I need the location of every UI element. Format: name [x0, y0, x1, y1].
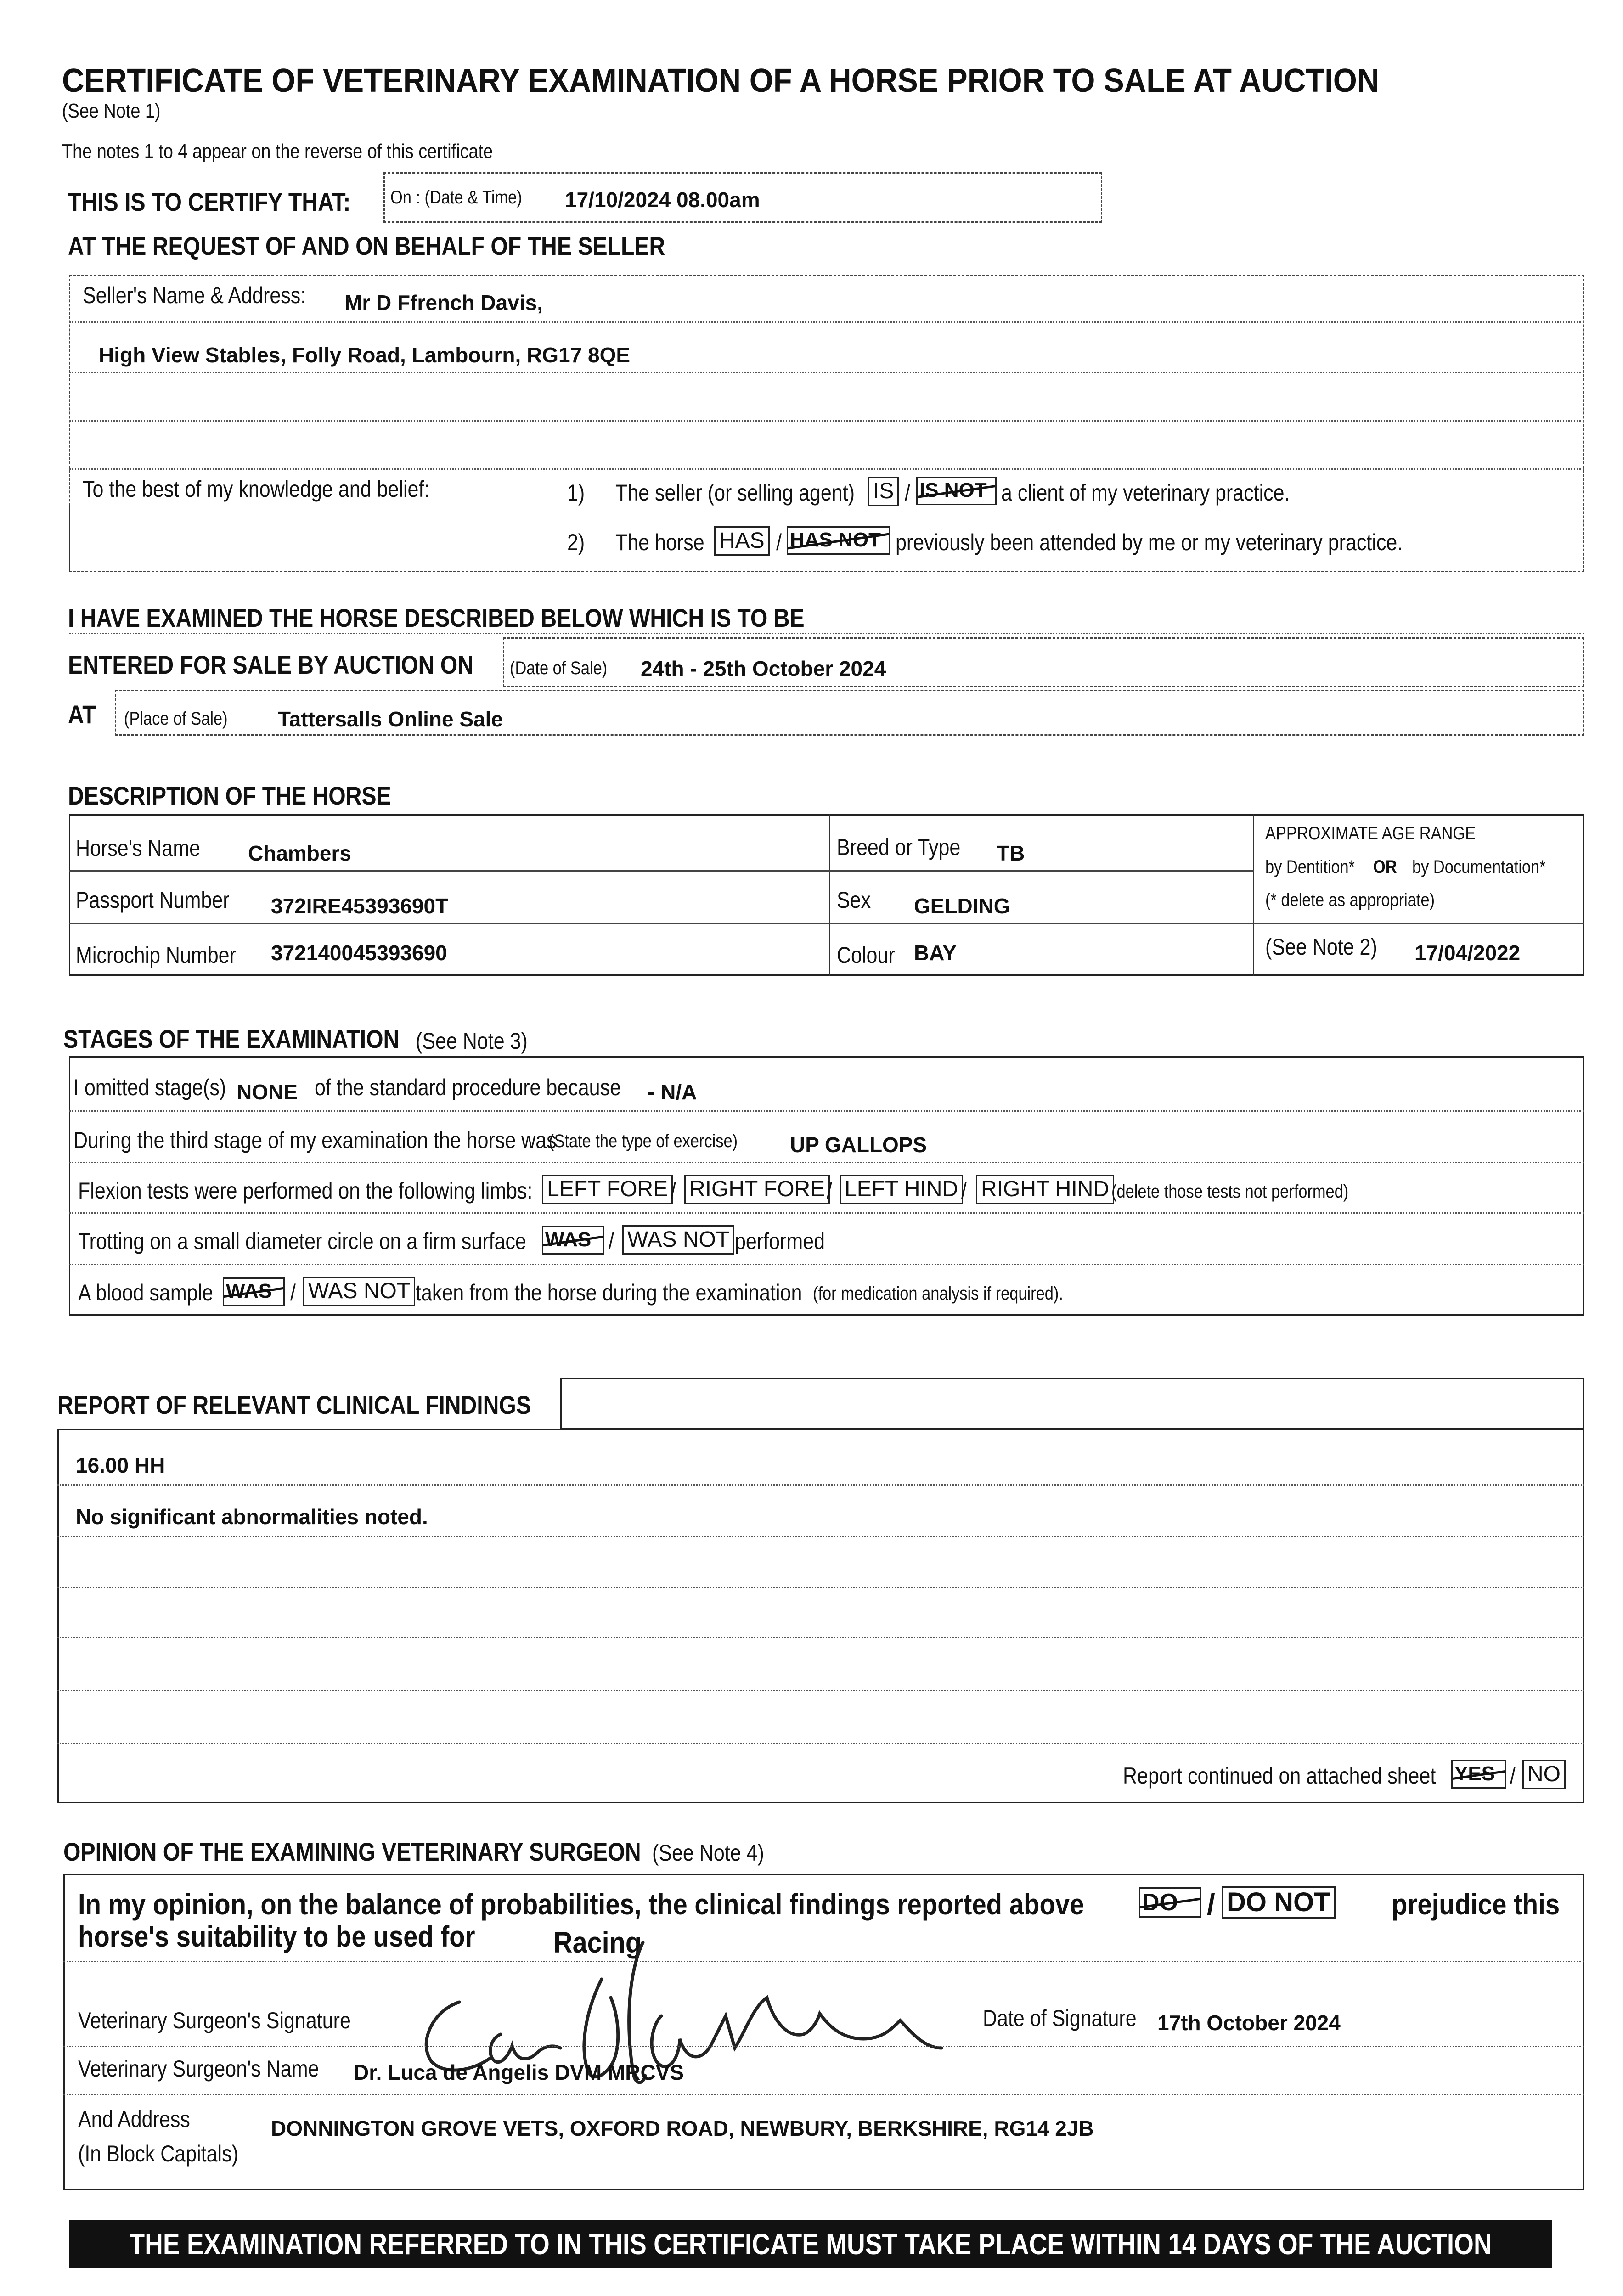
third-stage-value[interactable]: UP GALLOPS	[790, 1133, 927, 1157]
opinion-separator: /	[1207, 1888, 1215, 1921]
horse-name[interactable]: Chambers	[248, 841, 351, 865]
signature-label: Veterinary Surgeon's Signature	[78, 2008, 351, 2033]
flexion-sep-3: /	[961, 1178, 967, 1204]
address-sub-label: (In Block Capitals)	[78, 2141, 238, 2167]
flexion-label: Flexion tests were performed on the following limbs:	[78, 1178, 533, 1204]
address-label: And Address	[78, 2106, 190, 2132]
sale-date-value[interactable]: 24th - 25th October 2024	[641, 657, 886, 681]
trotting-separator: /	[609, 1228, 614, 1254]
date-time-label: On : (Date & Time)	[390, 187, 522, 208]
seller-name-label: Seller's Name & Address:	[83, 282, 306, 308]
age-delete-note: (* delete as appropriate)	[1265, 890, 1435, 910]
breed-value[interactable]: TB	[997, 841, 1025, 865]
signature-date-label: Date of Signature	[983, 2005, 1137, 2031]
signature-date[interactable]: 17th October 2024	[1157, 2011, 1341, 2035]
request-heading: AT THE REQUEST OF AND ON BEHALF OF THE SELLER	[68, 231, 665, 260]
examined-heading: I HAVE EXAMINED THE HORSE DESCRIBED BELOW WHICH IS TO BE	[68, 603, 805, 632]
at-label: AT	[68, 700, 96, 729]
item2-separator: /	[776, 529, 782, 555]
item2-number: 2)	[567, 529, 585, 555]
opinion-see-note: (See Note 4)	[652, 1840, 764, 1866]
item1-suffix: a client of my veterinary practice.	[1001, 480, 1290, 506]
item1-separator: /	[905, 480, 910, 506]
continued-label: Report continued on attached sheet	[1123, 1763, 1436, 1789]
flexion-right-hind[interactable]: RIGHT HIND	[976, 1175, 1114, 1204]
trotting-suffix: performed	[735, 1228, 825, 1254]
findings-line-1[interactable]: 16.00 HH	[76, 1453, 165, 1477]
footer-banner	[69, 2220, 1552, 2268]
item1-text: The seller (or selling agent)	[615, 480, 855, 506]
sex-label: Sex	[837, 887, 871, 913]
opinion-do-not-option[interactable]: DO NOT	[1222, 1886, 1336, 1919]
findings-heading-box	[560, 1378, 1584, 1429]
seller-address[interactable]: High View Stables, Folly Road, Lambourn, RG17 8QE	[99, 343, 631, 367]
knowledge-label: To the best of my knowledge and belief:	[83, 476, 430, 502]
findings-line-2[interactable]: No significant abnormalities noted.	[76, 1505, 428, 1529]
description-heading: DESCRIPTION OF THE HORSE	[68, 781, 391, 810]
microchip-number[interactable]: 372140045393690	[271, 941, 447, 965]
item1-number: 1)	[567, 480, 585, 506]
flexion-sep-2: /	[827, 1178, 832, 1204]
trotting-was-option[interactable]: WAS	[542, 1226, 604, 1255]
breed-label: Breed or Type	[837, 834, 961, 860]
age-by-documentation[interactable]: by Documentation*	[1412, 857, 1546, 877]
is-client-option[interactable]: IS	[868, 477, 899, 506]
sex-value[interactable]: GELDING	[914, 894, 1010, 918]
seller-name[interactable]: Mr D Ffrench Davis,	[344, 291, 543, 315]
colour-value[interactable]: BAY	[914, 941, 957, 965]
omitted-stages-value[interactable]: NONE	[237, 1080, 298, 1104]
auction-heading: ENTERED FOR SALE BY AUCTION ON	[68, 650, 473, 679]
sale-place-label: (Place of Sale)	[124, 709, 228, 729]
blood-separator: /	[290, 1280, 296, 1306]
surgeon-address[interactable]: DONNINGTON GROVE VETS, OXFORD ROAD, NEWBURY, BERKSHIRE, RG14 2JB	[271, 2116, 1094, 2140]
surgeon-name-label: Veterinary Surgeon's Name	[78, 2056, 319, 2082]
footer-text: THE EXAMINATION REFERRED TO IN THIS CERTIFICATE MUST TAKE PLACE WITHIN 14 DAYS OF THE AUCTION	[129, 2228, 1492, 2261]
certify-label: THIS IS TO CERTIFY THAT:	[68, 187, 351, 216]
sale-place-value[interactable]: Tattersalls Online Sale	[278, 707, 503, 731]
flexion-left-hind[interactable]: LEFT HIND	[840, 1175, 963, 1204]
omitted-label: I omitted stage(s)	[73, 1075, 226, 1100]
passport-number[interactable]: 372IRE45393690T	[271, 894, 449, 918]
has-attended-option[interactable]: HAS	[714, 526, 770, 556]
omitted-mid: of the standard procedure because	[315, 1075, 621, 1100]
is-not-client-option[interactable]: IS NOT	[916, 477, 997, 505]
item2-text: The horse	[615, 529, 704, 555]
third-stage-note: (State the type of exercise)	[549, 1131, 738, 1151]
age-by-dentition[interactable]: by Dentition*	[1265, 857, 1355, 877]
third-stage-label: During the third stage of my examination the horse was	[73, 1127, 557, 1153]
blood-label: A blood sample	[78, 1280, 214, 1306]
intended-use[interactable]: Racing	[553, 1926, 642, 1959]
opinion-text: In my opinion, on the balance of probabilities, the clinical findings reported above	[78, 1888, 1084, 1921]
age-value[interactable]: 17/04/2022	[1414, 941, 1521, 965]
see-note-1: (See Note 1)	[62, 100, 161, 122]
stages-heading: STAGES OF THE EXAMINATION	[63, 1024, 400, 1053]
flexion-note: (delete those tests not performed)	[1111, 1182, 1349, 1202]
age-see-note: (See Note 2)	[1265, 934, 1377, 960]
blood-was-option[interactable]: WAS	[223, 1277, 285, 1306]
stages-see-note: (See Note 3)	[416, 1028, 528, 1054]
colour-label: Colour	[837, 942, 895, 968]
omitted-reason[interactable]: - N/A	[648, 1080, 697, 1104]
age-or: OR	[1373, 857, 1397, 877]
blood-suffix: taken from the horse during the examination	[416, 1280, 802, 1306]
opinion-do-option[interactable]: DO	[1139, 1887, 1201, 1918]
opinion-text-suffix: prejudice this	[1392, 1888, 1560, 1921]
horse-name-label: Horse's Name	[76, 835, 201, 861]
opinion-heading: OPINION OF THE EXAMINING VETERINARY SURGEON	[63, 1837, 641, 1866]
opinion-line-2: horse's suitability to be used for	[78, 1920, 475, 1953]
notes-line: The notes 1 to 4 appear on the reverse of this certificate	[62, 140, 493, 163]
continued-yes-option[interactable]: YES	[1451, 1760, 1506, 1789]
continued-no-option[interactable]: NO	[1522, 1760, 1566, 1789]
surgeon-name[interactable]: Dr. Luca de Angelis DVM MRCVS	[354, 2060, 684, 2084]
passport-label: Passport Number	[76, 887, 230, 913]
flexion-left-fore[interactable]: LEFT FORE	[542, 1175, 673, 1204]
blood-was-not-option[interactable]: WAS NOT	[303, 1277, 415, 1306]
certificate-title: CERTIFICATE OF VETERINARY EXAMINATION OF A HORSE PRIOR TO SALE AT AUCTION	[62, 62, 1380, 99]
microchip-label: Microchip Number	[76, 942, 236, 968]
flexion-sep-1: /	[671, 1178, 676, 1204]
age-range-heading: APPROXIMATE AGE RANGE	[1265, 823, 1476, 844]
trotting-label: Trotting on a small diameter circle on a firm surface	[78, 1228, 526, 1254]
blood-note: (for medication analysis if required).	[813, 1283, 1063, 1304]
trotting-was-not-option[interactable]: WAS NOT	[622, 1225, 734, 1255]
flexion-right-fore[interactable]: RIGHT FORE	[684, 1175, 830, 1204]
sale-date-label: (Date of Sale)	[510, 658, 608, 678]
findings-heading: REPORT OF RELEVANT CLINICAL FINDINGS	[57, 1390, 531, 1419]
item2-suffix: previously been attended by me or my veterinary practice.	[896, 529, 1403, 555]
continued-separator: /	[1510, 1763, 1516, 1789]
has-not-attended-option[interactable]: HAS NOT	[787, 526, 890, 555]
date-time-value[interactable]: 17/10/2024 08.00am	[565, 188, 760, 212]
